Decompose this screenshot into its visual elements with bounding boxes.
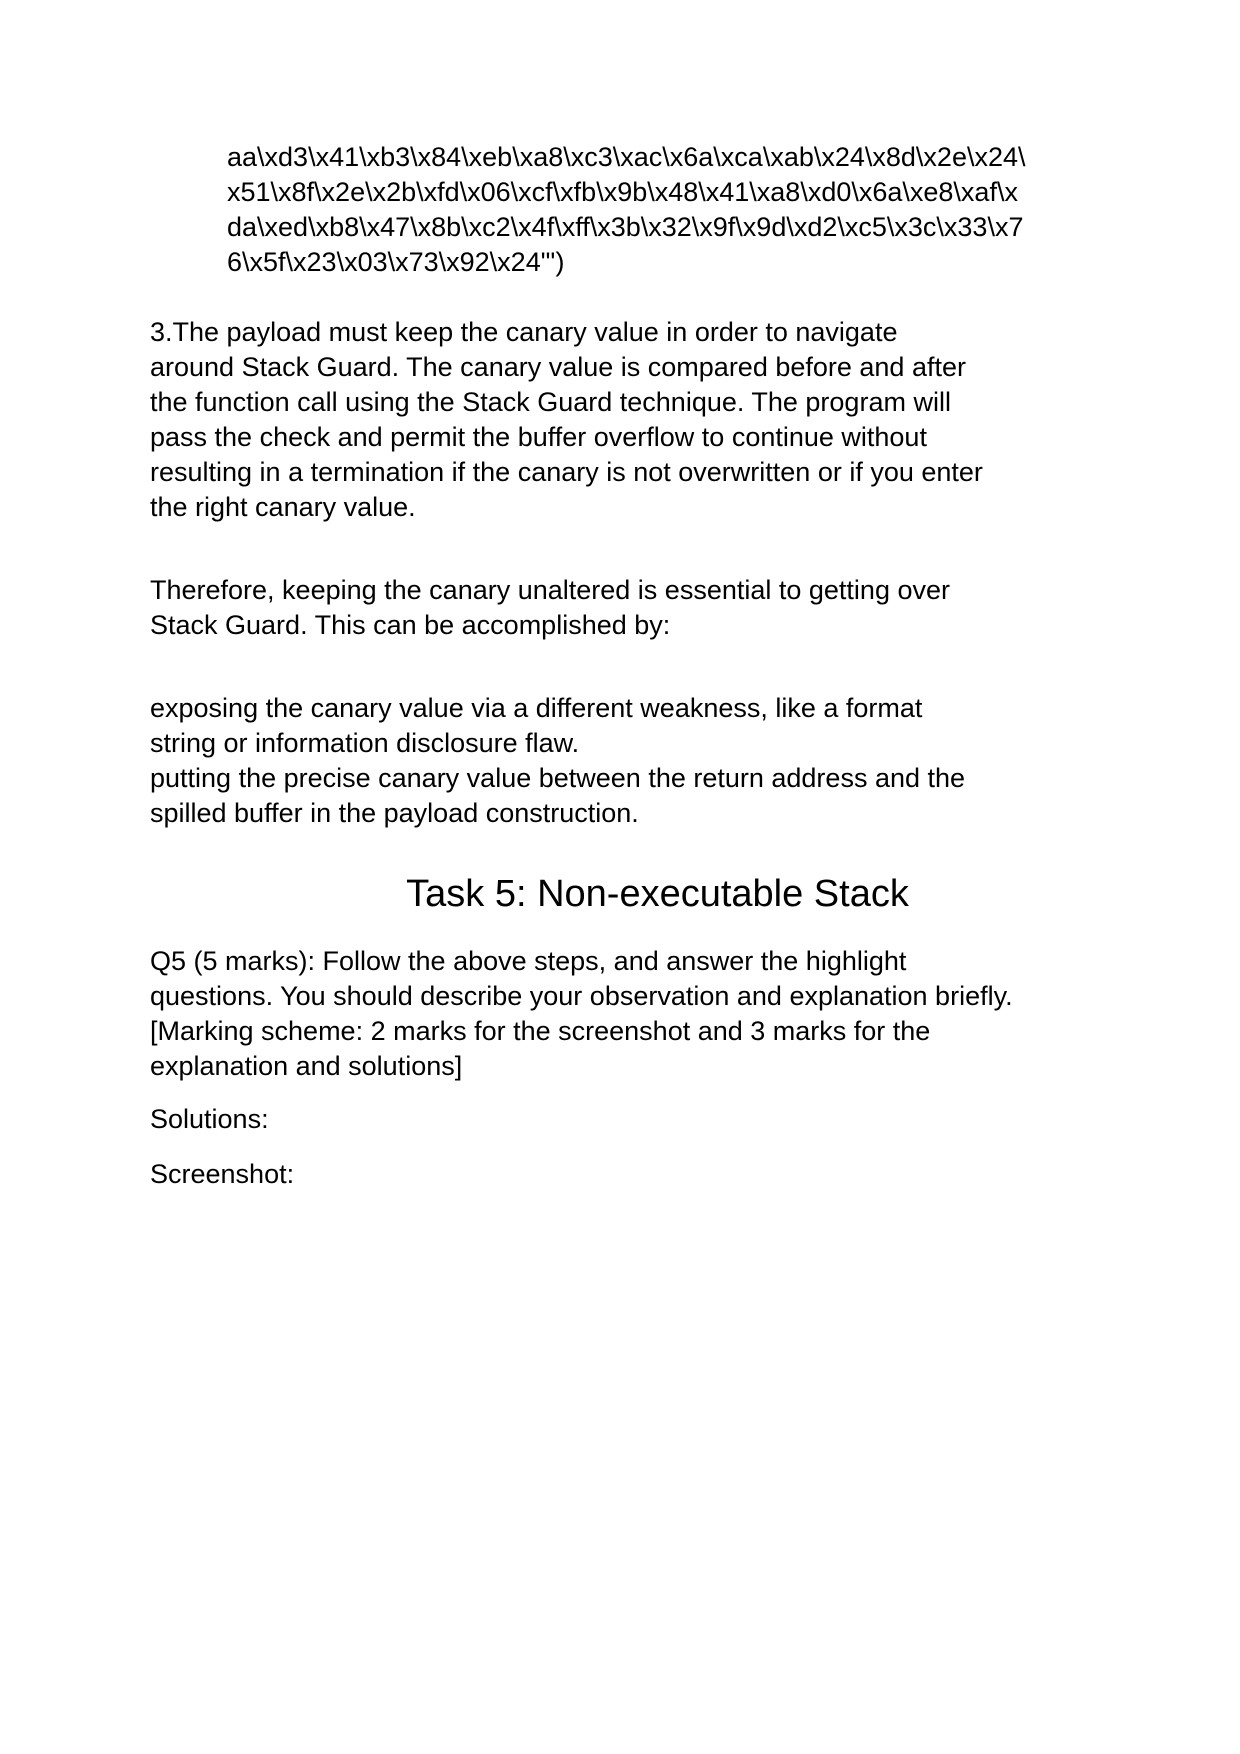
solutions-label: Solutions: xyxy=(150,1104,269,1134)
q5-question-paragraph: Q5 (5 marks): Follow the above steps, and answer the highlight questions. You should describe your observation and explanation briefly. [Marking scheme: 2 marks for the screenshot and 3 marks for the explanation and solutions] xyxy=(150,946,1013,1081)
blank-line xyxy=(150,538,1165,573)
task5-heading: Task 5: Non-executable Stack xyxy=(406,873,909,915)
paragraph-therefore: Therefore, keeping the canary unaltered is essential to getting over Stack Guard. This can be accomplished by: xyxy=(150,575,950,640)
shellcode-hex-block: aa\xd3\x41\xb3\x84\xeb\xa8\xc3\xac\x6a\xca\xab\x24\x8d\x2e\x24\ x51\x8f\x2e\x2b\xfd\x06\xcf\xfb\x9b\x48\x41\xa8\xd0\x6a\xe8\xaf\x da\xed\xb8\x47\x8b\xc2\x4f\xff\x3b\x32\x9f\x9d\xd2\xc5\x3c\x33\x7 6\x5f\x23\x03\x73\x92\x24"') xyxy=(227,142,1026,277)
paragraph-canary-methods: exposing the canary value via a different weakness, like a format string or information disclosure flaw. putting the precise canary value between the return address and the spilled buffer in the payload construction. xyxy=(150,693,966,828)
paragraph-canary-explanation: 3.The payload must keep the canary value in order to navigate around Stack Guard. The canary value is compared before and after the function call using the Stack Guard technique. The program will pass the check and permit the buffer overflow to continue without resulting in a termination if the canary is not overwritten or if you enter the right canary value. xyxy=(150,317,983,522)
screenshot-label: Screenshot: xyxy=(150,1159,295,1189)
blank-line xyxy=(150,656,1165,691)
